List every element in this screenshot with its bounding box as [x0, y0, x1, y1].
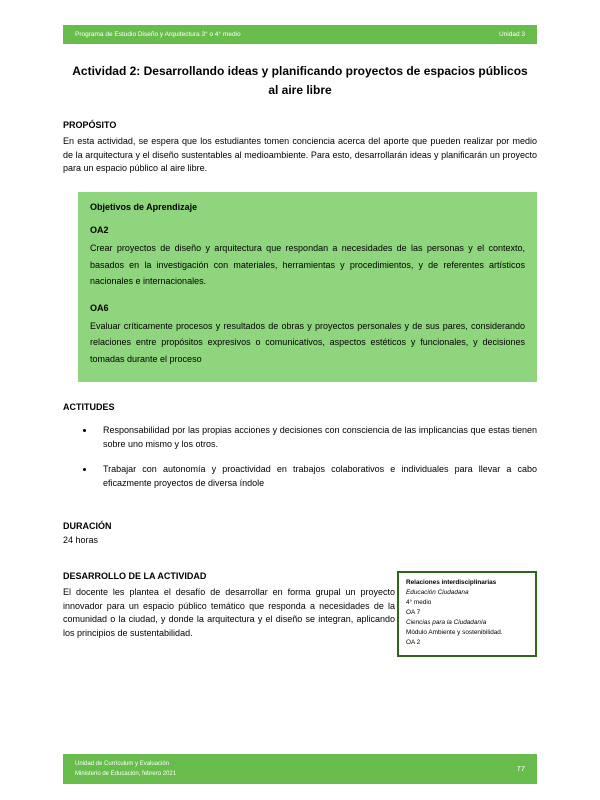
desarrollo-text-column — [63, 571, 395, 656]
interdisciplinary-line: Módulo Ambiente y sostenibilidad. — [406, 629, 503, 637]
desarrollo-paragraph: El docente les plantea el desafío de desarrollar en forma grupal un proyecto innovador para un espacio público temático que responda a necesidades de la comunidad o la ciudad, y donde la arquitectura y el diseño se integran, aplicando los principios de sustentabilidad. — [63, 587, 395, 638]
activity-title: Actividad 2: Desarrollando ideas y planificando proyectos de espacios públicos al aire libre — [72, 64, 528, 98]
header-bar — [63, 25, 537, 44]
interdisciplinary-heading: Relaciones interdisciplinarias — [406, 579, 497, 587]
actitudes-list — [95, 424, 537, 502]
desarrollo-heading: DESARROLLO DE LA ACTIVIDAD — [63, 571, 207, 582]
actitudes-heading: ACTITUDES — [63, 401, 115, 412]
oa-text: Evaluar críticamente procesos y resultados de obras y proyectos personales y de sus pares, considerando relaciones entre propósitos expresivos o comunicativos, aspectos estéticos y funcionales, y decisiones tomadas durante el proceso — [90, 320, 525, 365]
footer-credits — [75, 759, 176, 779]
interdisciplinary-line: Educación Ciudadana — [406, 589, 469, 597]
oa-code: OA2 — [90, 224, 109, 235]
actitudes-item: • Trabajar con autonomía y proactividad en trabajos colaborativos e individuales para llevar a cabo eficazmente proyectos de diversa índole — [95, 463, 537, 491]
interdisciplinary-box — [397, 571, 537, 656]
footer-credit-line: Unidad de Currículum y Evaluación — [75, 760, 170, 767]
header-unit-label: Unidad 3 — [498, 31, 525, 38]
interdisciplinary-line: OA 2 — [406, 639, 421, 646]
interdisciplinary-line: OA 7 — [406, 609, 421, 617]
interdisciplinary-line: 4° medio — [406, 599, 432, 607]
oa-box-heading: Objetivos de Aprendizaje — [90, 201, 198, 212]
learning-objectives-box — [78, 192, 537, 382]
oa-item — [90, 303, 525, 368]
oa-text: Crear proyectos de diseño y arquitectura que respondan a necesidades de las personas y el contexto, basados en la investigación con materiales, herramientas y procedimientos, y de referentes artísticos nacionales e internacionales. — [90, 242, 525, 287]
desarrollo-section — [63, 571, 537, 656]
footer-credit-line: Ministerio de Educación, febrero 2021 — [75, 770, 177, 777]
page-number: 77 — [516, 764, 525, 774]
duracion-heading: DURACIÓN — [63, 521, 112, 532]
oa-code: OA6 — [90, 302, 109, 313]
duracion-value: 24 horas — [63, 535, 99, 546]
header-program-label: Programa de Estudio Diseño y Arquitectura 3° o 4° medio — [75, 31, 241, 38]
interdisciplinary-line: Ciencias para la Ciudadanía — [406, 619, 487, 627]
proposito-paragraph: En esta actividad, se espera que los estudiantes tomen conciencia acerca del aporte que pueden realizar por medio de la arquitectura y el diseño sustentables al medioambiente. Para esto, desarrollarán ideas y planificarán un proyecto para un espacio público al aire libre. — [63, 136, 537, 174]
actitudes-item: • Responsabilidad por las propias acciones y decisiones con consciencia de las implicancias que estas tienen sobre uno mismo y los otros. — [95, 424, 537, 452]
footer-bar — [63, 754, 537, 784]
proposito-heading: PROPÓSITO — [63, 120, 117, 131]
oa-item — [90, 225, 525, 290]
